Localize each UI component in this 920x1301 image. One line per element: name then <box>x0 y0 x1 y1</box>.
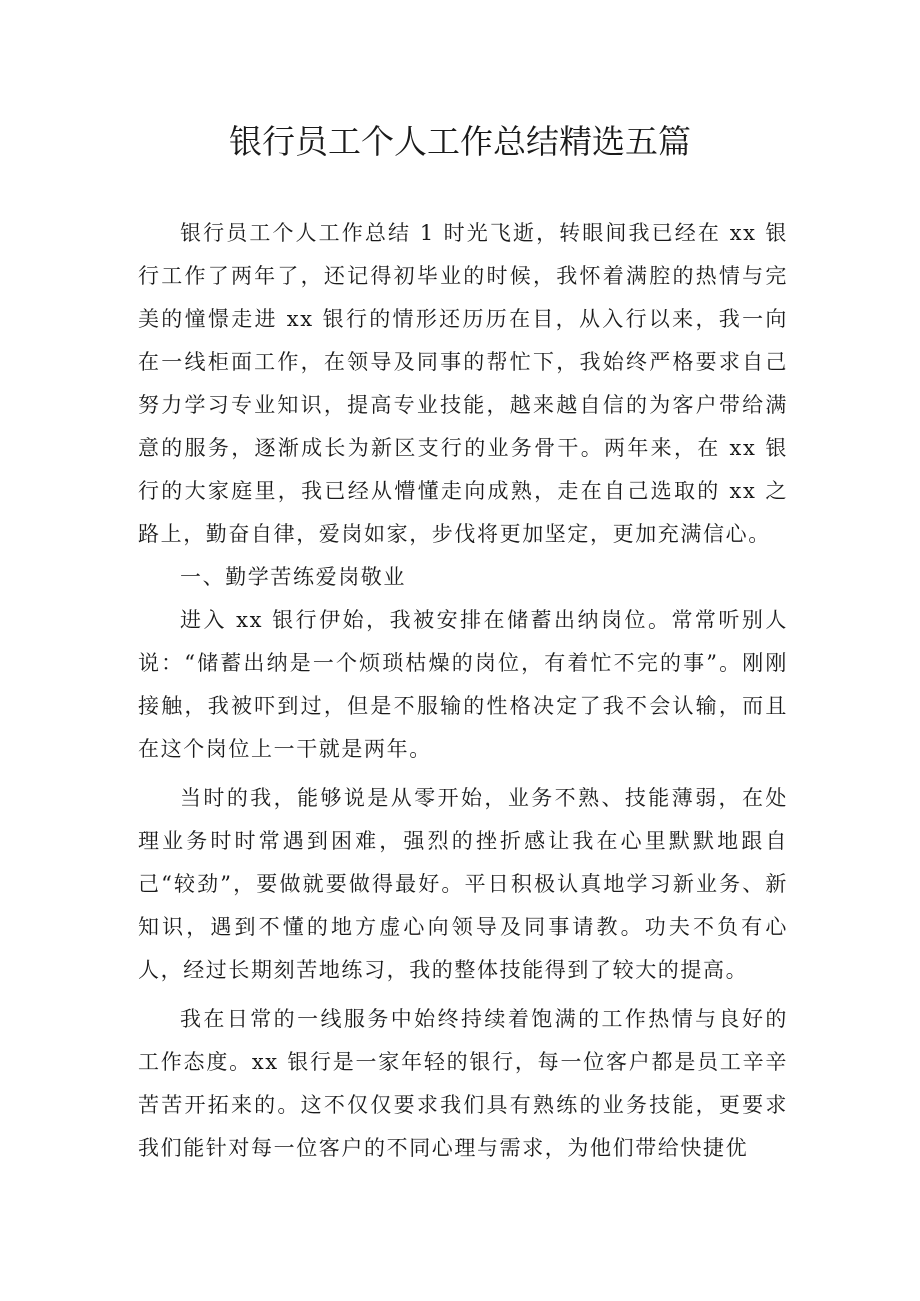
paragraph-frontline-service: 我在日常的一线服务中始终持续着饱满的工作热情与良好的工作态度。xx 银行是一家年轻的银行，每一位客户都是员工辛辛苦苦开拓来的。这不仅仅要求我们具有熟练的业务技能，更要求我们能针对每一位客户的不同心理与需求，为他们带给快捷优 <box>138 1007 788 1160</box>
paragraph-cashier-post: 进入 xx 银行伊始，我被安排在储蓄出纳岗位。常常听别人说：“储蓄出纳是一个烦琐枯燥的岗位，有着忙不完的事”。刚刚接触，我被吓到过，但是不服输的性格决定了我不会认输，而且在这个岗位上一干就是两年。 <box>138 608 788 761</box>
document-body <box>138 212 788 1170</box>
document-title: 银行员工个人工作总结精选五篇 <box>229 122 691 161</box>
paragraph-intro: 银行员工个人工作总结 1 时光飞逝，转眼间我已经在 xx 银行工作了两年了，还记得初毕业的时候，我怀着满腔的热情与完美的憧憬走进 xx 银行的情形还历历在目，从入行以来，我一向在一线柜面工作，在领导及同事的帮忙下，我始终严格要求自己努力学习专业知识，提高专业技能，越来越自信的为客户带给满意的服务，逐渐成长为新区支行的业务骨干。两年来，在 xx 银行的大家庭里，我已经从懵懂走向成熟，走在自己选取的 xx 之路上，勤奋自律，爱岗如家，步伐将更加坚定，更加充满信心。 <box>138 221 788 546</box>
section-heading: 一、勤学苦练爱岗敬业 <box>180 565 406 589</box>
paragraph-start-from-zero: 当时的我，能够说是从零开始，业务不熟、技能薄弱，在处理业务时时常遇到困难，强烈的挫折感让我在心里默默地跟自己“较劲”，要做就要做得最好。平日积极认真地学习新业务、新知识，遇到不懂的地方虚心向领导及同事请教。功夫不负有心人，经过长期刻苦地练习，我的整体技能得到了较大的提高。 <box>138 786 788 982</box>
